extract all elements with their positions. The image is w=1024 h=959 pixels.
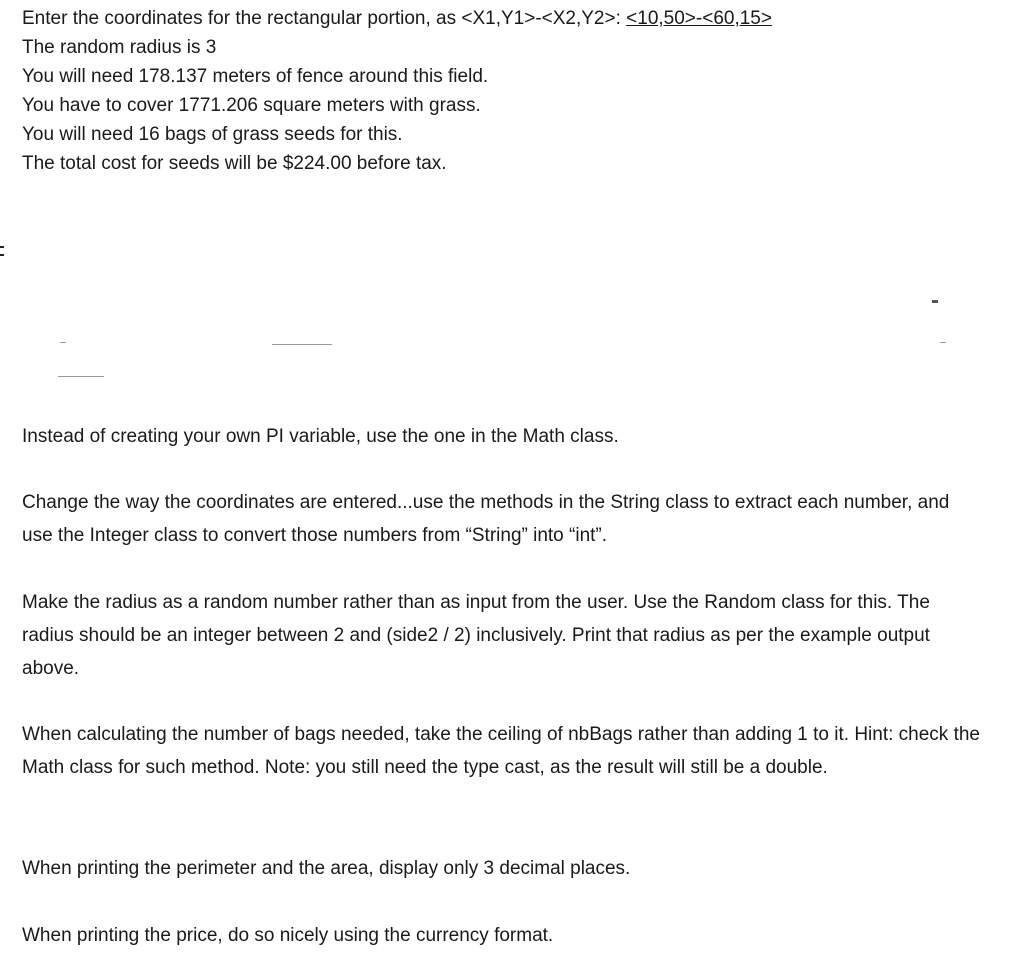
coordinates-prompt-line (22, 4, 1002, 33)
scan-speck (932, 300, 938, 303)
area-output: You have to cover 1771.206 square meters with grass. (22, 95, 481, 116)
page-edge-mark (0, 246, 4, 256)
scan-speck (940, 342, 946, 343)
instruction-paragraph: When calculating the number of bags needed, take the ceiling of nbBags rather than adding 1 to it. Hint: check the Math class for such method. Note: you still need the type cast, as the result will still be a double. (22, 724, 980, 778)
instruction-paragraph: Change the way the coordinates are entered...use the methods in the String class to extract each number, and use the Integer class to convert those numbers from “String” into “int”. (22, 492, 950, 546)
instruction-paragraph: When printing the price, do so nicely using the currency format. (22, 925, 554, 946)
cost-output: The total cost for seeds will be $224.00 before tax. (22, 153, 447, 174)
instruction-paragraph: When printing the perimeter and the area, display only 3 decimal places. (22, 858, 631, 879)
scan-speck (60, 342, 66, 343)
fence-output: You will need 178.137 meters of fence around this field. (22, 66, 489, 87)
bags-output: You will need 16 bags of grass seeds for this. (22, 124, 403, 145)
scan-speck (58, 376, 104, 377)
coordinates-user-input: <10,50>-<60,15> (626, 8, 772, 29)
scan-speck (272, 344, 332, 345)
console-output (22, 4, 1002, 178)
coordinates-prompt: Enter the coordinates for the rectangular portion, as <X1,Y1>-<X2,Y2>: (22, 8, 627, 29)
instruction-paragraph: Instead of creating your own PI variable, use the one in the Math class. (22, 426, 619, 447)
radius-output: The random radius is 3 (22, 37, 217, 58)
instruction-paragraph: Make the radius as a random number rather than as input from the user. Use the Random class for this. The radius should be an integer between 2 and (side2 / 2) inclusively. Print that radius as per the example output above. (22, 592, 930, 679)
